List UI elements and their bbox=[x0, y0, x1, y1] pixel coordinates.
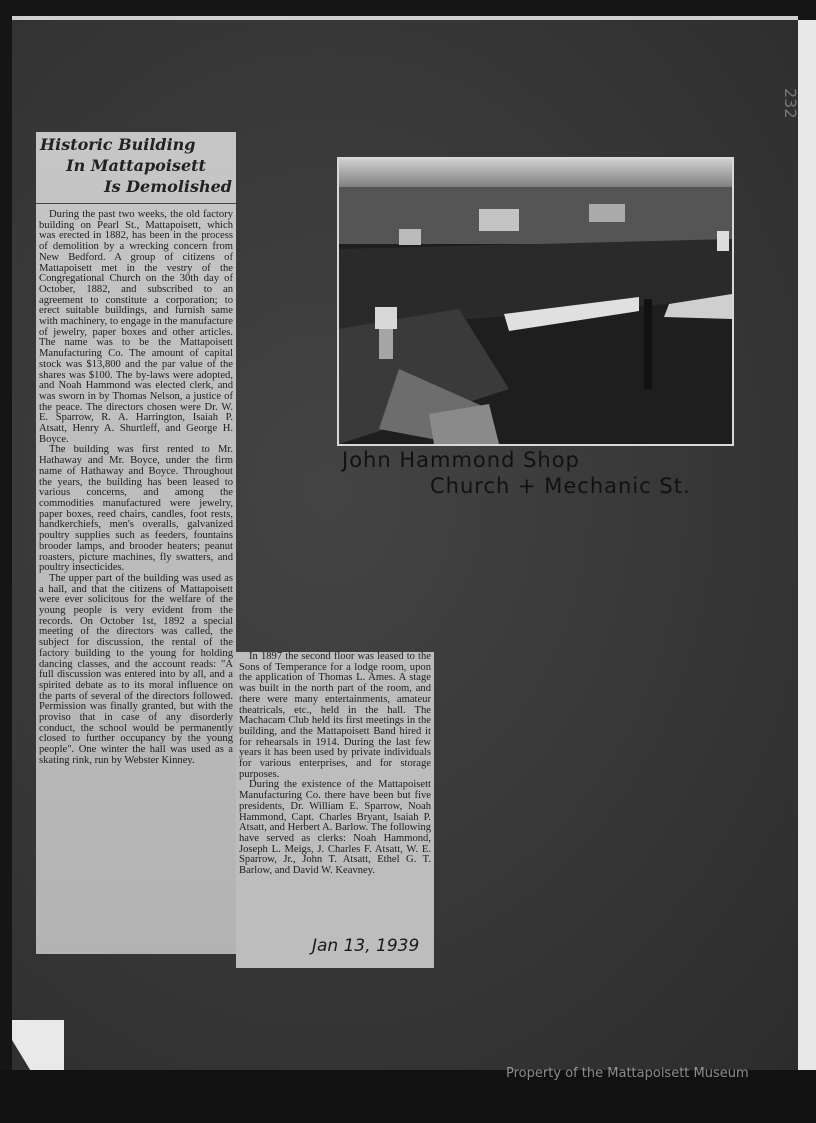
page-number: 232 bbox=[781, 88, 800, 119]
article-paragraph: During the past two weeks, the old factory building on Pearl St., Mattapoisett, which was erected in 1882, has been in the process of demolition by a wrecking concern from New Bedford. A group of citizens of Mattapoisett met in the vestry of the Congregational Church on the 30th day of October, 1882, and subscribed to an agreement to constitute a corporation; to erect suitable buildings, and furnish same with machinery, to engage in the manufacture of jewelry, paper boxes and other articles. The name was to be the Mattapoisett Manufacturing Co. The amount of capital stock was $13,800 and the par value of the shares was $100. The by-laws were adopted, and Noah Hammond was elected clerk, and was sworn in by Thomas Nelson, a justice of the peace. The directors chosen were Dr. W. E. Sparrow, R. A. Harrington, Isaiah P. Atsatt, Henry A. Shurtleff, and George H. Boyce. bbox=[39, 209, 233, 445]
article-paragraph: In 1897 the second floor was leased to the Sons of Temperance for a lodge room, upon the application of Thomas L. Ames. A stage was built in the north part of the room, and there were many entertainments, amateur theatricals, etc., held in the hall. The Machacam Club held its first meetings in the building, and the Mattapoisett Band hired it for rehearsals in 1914. During the last few years it has been used by private individuals for various enterprises, and for storage purposes. bbox=[239, 652, 431, 780]
shop-photograph bbox=[337, 157, 734, 446]
headline-line-3: Is Demolished bbox=[104, 177, 232, 196]
aerial-photo-image bbox=[339, 159, 732, 444]
article-paragraph: The upper part of the building was used as a hall, and that the citizens of Mattapoisett were ever solicitous for the welfare of the young people is very evident from the records. On October 1st, 1892 a special meeting of the directors was called, the subject for discussion, the rental of the factory building to the young for holding dancing classes, and the account reads: "A full discussion was entered into by all, and a spirited debate as to its moral influence on the parts of several of the directors followed. Permission was finally granted, but with the proviso that in case of any disorderly conduct, the school would be permanently closed to further occupancy by the young people". One winter the hall was used as a skating rink, run by Webster Kinney. bbox=[39, 572, 233, 766]
article-paragraph: The building was first rented to Mr. Hathaway and Mr. Boyce, under the firm name of Hathaway and Boyce. Throughout the years, the building has been leased to various concerns, and among the commodities manufactured were jewelry, paper boxes, reed chairs, candles, foot rests, handkerchiefs, men's overalls, galvanized poultry supplies such as feeders, fountains brooder lamps, and brooder heaters; peanut roasters, picture machines, fly swatters, and poultry insecticides. bbox=[39, 444, 233, 574]
photo-caption-line-2: Church + Mechanic St. bbox=[430, 474, 691, 498]
headline-line-2: In Mattapoisett bbox=[66, 156, 206, 175]
headline-line-1: Historic Building bbox=[40, 135, 196, 154]
newspaper-clipping-main bbox=[36, 132, 236, 954]
page-edge-strip bbox=[798, 20, 816, 1070]
newspaper-clipping-continuation bbox=[236, 652, 434, 968]
photo-caption-line-1: John Hammond Shop bbox=[342, 448, 580, 472]
handwritten-date: Jan 13, 1939 bbox=[312, 936, 420, 956]
article-headline bbox=[36, 132, 236, 204]
museum-watermark: Property of the Mattapoisett Museum bbox=[506, 1066, 749, 1081]
article-paragraph: During the existence of the Mattapoisett Manufacturing Co. there have been but five presidents, Dr. William E. Sparrow, Noah Hammond, Capt. Charles Bryant, Isaiah P. Atsatt, and Herbert A. Barlow. The following have served as clerks: Noah Hammond, Joseph L. Meigs, J. Charles F. Atsatt, W. E. Sparrow, Jr., John T. Atsatt, Ethel G. T. Barlow, and David W. Keavney. bbox=[239, 779, 431, 877]
